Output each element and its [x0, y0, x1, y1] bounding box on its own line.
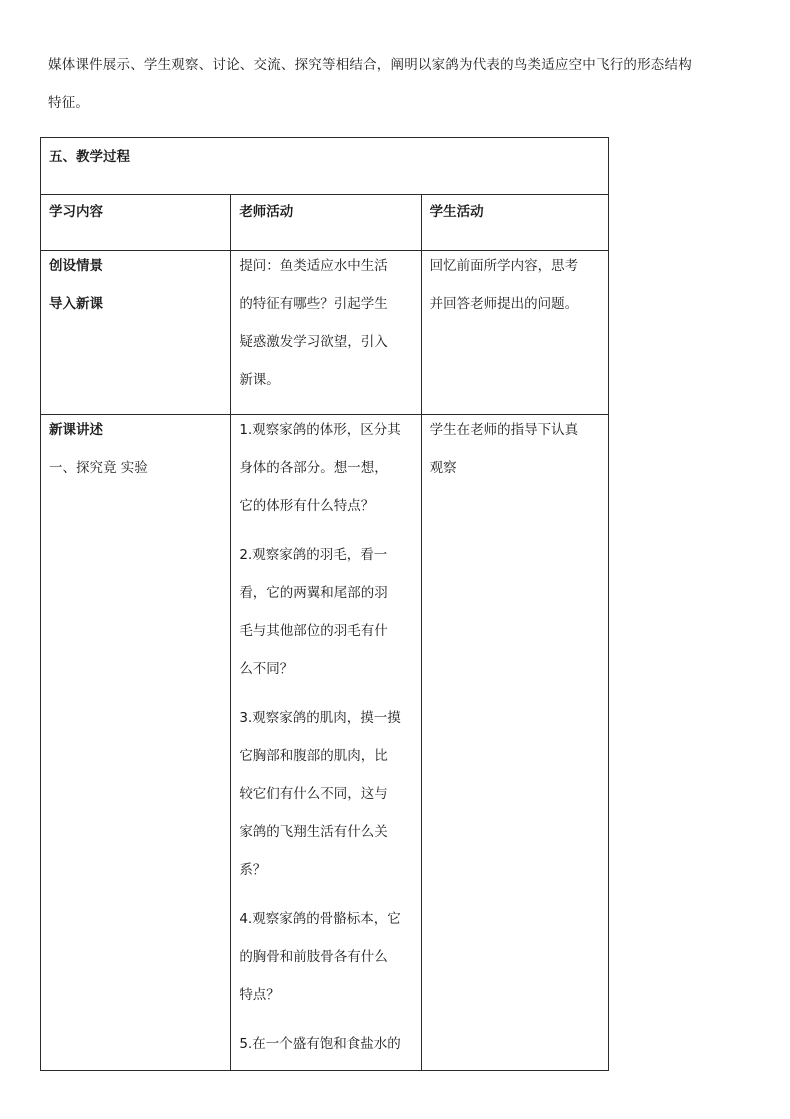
cell-learning-content — [41, 251, 231, 415]
text-line: 并回答老师提出的问题。 — [429, 296, 579, 312]
text-line: 观察 — [429, 460, 457, 476]
text-line: 提问：鱼类适应水中生活 — [239, 258, 388, 274]
header-learning-content: 学习内容 — [41, 195, 231, 251]
intro-line-2: 特征。 — [48, 95, 90, 111]
content-label: 创设情景 — [49, 258, 103, 274]
text-line: 4.观察家鸽的骨骼标本，它 — [239, 911, 401, 927]
text-line: 它的体形有什么特点？ — [239, 498, 375, 514]
cell-teacher-activity — [231, 251, 421, 415]
text-line: 1.观察家鸽的体形，区分其 — [239, 422, 401, 438]
text-line: 较它们有什么不同，这与 — [239, 786, 388, 802]
text-line: 身体的各部分。想一想， — [239, 460, 388, 476]
text-line: 疑惑激发学习欲望，引入 — [239, 334, 388, 350]
table-row — [41, 415, 609, 1071]
section-title: 五、教学过程 — [41, 138, 609, 195]
text-line: 特点？ — [239, 987, 280, 1003]
text-line: 3.观察家鸽的肌肉，摸一摸 — [239, 710, 401, 726]
teacher-paragraph — [239, 699, 412, 889]
content-label: 导入新课 — [49, 296, 103, 312]
text-line: 新课。 — [239, 372, 280, 388]
content-label: 新课讲述 — [49, 422, 103, 438]
teaching-process-table — [40, 137, 609, 1071]
text-line: 回忆前面所学内容，思考 — [429, 258, 579, 274]
text-line: 的胸骨和前肢骨各有什么 — [239, 949, 388, 965]
text-line: 毛与其他部位的羽毛有什 — [239, 623, 388, 639]
content-label: 一、探究竟 实验 — [49, 460, 148, 476]
header-student-activity: 学生活动 — [421, 195, 608, 251]
text-line: 学生在老师的指导下认真 — [429, 422, 579, 438]
teacher-paragraph — [239, 900, 412, 1014]
table-row — [41, 251, 609, 415]
teacher-paragraph — [239, 1025, 412, 1063]
text-line: 么不同？ — [239, 661, 294, 677]
cell-student-activity — [421, 251, 608, 415]
text-line: 的特征有哪些？引起学生 — [239, 296, 388, 312]
table-header-row — [41, 195, 609, 251]
text-line: 看，它的两翼和尾部的羽 — [239, 585, 388, 601]
cell-teacher-activity — [231, 415, 421, 1071]
intro-paragraph — [48, 46, 758, 122]
text-line: 它胸部和腹部的肌肉，比 — [239, 748, 388, 764]
intro-line-1: 媒体课件展示、学生观察、讨论、交流、探究等相结合，阐明以家鸽为代表的鸟类适应空中飞行的形态结构 — [48, 57, 692, 73]
teacher-paragraph — [239, 247, 412, 399]
header-teacher-activity: 老师活动 — [231, 195, 421, 251]
cell-learning-content — [41, 415, 231, 1071]
text-line: 5.在一个盛有饱和食盐水的 — [239, 1036, 401, 1052]
text-line: 家鸽的飞翔生活有什么关 — [239, 824, 388, 840]
text-line: 2.观察家鸽的羽毛，看一 — [239, 547, 388, 563]
teacher-paragraph — [239, 536, 412, 688]
teacher-paragraph — [239, 411, 412, 525]
text-line: 系？ — [239, 862, 267, 878]
cell-student-activity — [421, 415, 608, 1071]
